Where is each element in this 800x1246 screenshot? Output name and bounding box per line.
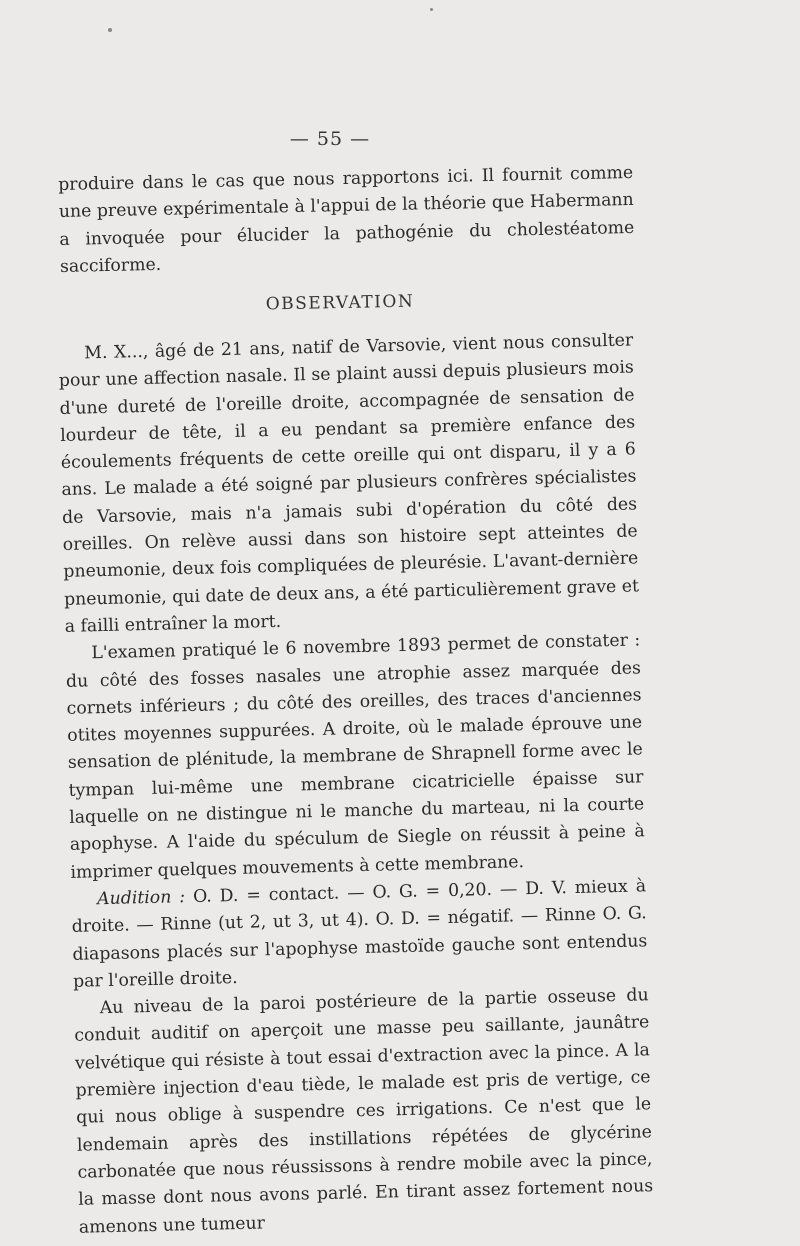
audition-label: Audition : — [96, 887, 186, 910]
intro-paragraph: produire dans le cas que nous rapportons ici. Il fournit comme une preuve expérimentale à l'appui de la théorie que Habermann a invoquée pour élucider la pathogénie du cholestéatome sacciforme. — [58, 162, 635, 277]
paper-speck — [430, 8, 433, 11]
paragraph-patient-history: M. X..., âgé de 21 ans, natif de Varsovie, vient nous consulter pour une affection nasale. Il se plaint aussi depuis plusieurs mois d'une dureté de l'oreille droite, accompagnée de sensation de lourdeur de tête, il a eu pendant sa première enfance des écoulements fréquents de cette oreille qui ont disparu, il y a 6 ans. Le malade a été soigné par plusieurs confrères spécialistes de Varsovie, mais n'a jamais subi d'opération du côté des oreilles. On relève aussi dans son histoire sept atteintes de pneumonie, deux fois compliquées de pleurésie. L'avant-dernière pneumonie, qui date de deux ans, a été particulièrement grave et a failli entraîner la mort. — [58, 330, 640, 637]
paragraph-extraction: Au niveau de la paroi postérieure de la partie osseuse du conduit auditif on aperçoit une masse peu saillante, jaunâtre velvétique qui résiste à tout essai d'extraction avec la pince. A la première injection d'eau tiède, le malade est pris de vertige, ce qui nous oblige à suspendre ces irrigations. Ce n'est que le lendemain après des instillations répétées de glycérine carbonatée que nous réussissons à rendre mobile avec la pince, la masse dont nous avons parlé. En tirant assez fortement nous amenons une tumeur — [74, 985, 654, 1238]
section-heading: OBSERVATION — [265, 291, 415, 315]
observation-text-block — [58, 327, 654, 1241]
paragraph-examination: L'examen pratiqué le 6 novembre 1893 permet de constater : du côté des fosses nasales une atrophie assez marquée des cornets inférieurs ; du côté des oreilles, des traces d'anciennes otites moyennes suppurées. A droite, où le malade éprouve une sensation de plénitude, la membrane de Shrapnell forme avec le tympan lui-même une membrane cicatricielle épaisse sur laquelle on ne distingue ni le manche du marteau, ni la courte apophyse. A l'aide du spéculum de Siegle on réussit à peine à imprimer quelques mouvements à cette membrane. — [65, 630, 645, 883]
audition-text: O. D. = contact. — O. G. = 0,20. — D. V. mieux à droite. — Rinne (ut 2, ut 3, ut 4). O. D. = négatif. — Rinne O. G. diapasons placés sur l'apophyse mastoïde gauche sont entendus par l'oreille droite. — [71, 876, 648, 992]
paper-speck — [108, 28, 112, 32]
intro-text-block — [58, 160, 635, 281]
page-number: — 55 — — [289, 128, 371, 150]
paragraph-audition — [71, 873, 648, 996]
